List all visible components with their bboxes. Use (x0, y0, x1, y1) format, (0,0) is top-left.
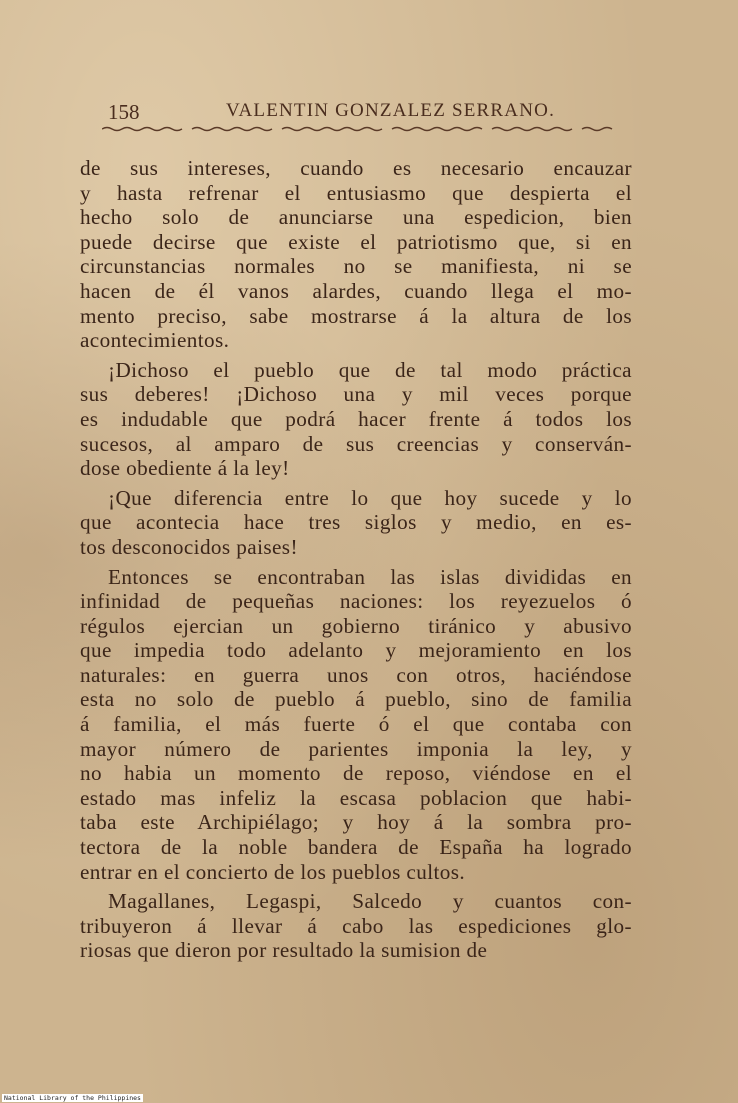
text-line: estado mas infeliz la escasa poblacion que habi- (80, 785, 632, 810)
text-line: infinidad de pequeñas naciones: los reyezuelos ó (80, 589, 632, 614)
text-line: naturales: en guerra unos con otros, haciéndose (80, 662, 632, 687)
text-line: de sus intereses, cuando es necesario encauzar (80, 156, 632, 180)
text-line: y hasta refrenar el entusiasmo que despierta el (80, 180, 632, 205)
text-line: tectora de la noble bandera de España ha logrado (80, 835, 632, 860)
text-line: esta no solo de pueblo á pueblo, sino de familia (80, 687, 632, 712)
text-line: que acontecia hace tres siglos y medio, en es- (80, 510, 632, 535)
paragraph (80, 156, 632, 353)
paragraph (80, 486, 632, 560)
text-line: que impedia todo adelanto y mejoramiento en los (80, 638, 632, 663)
running-title: VALENTIN GONZALEZ SERRANO. (226, 100, 556, 121)
text-line: entrar en el concierto de los pueblos cultos. (80, 859, 466, 884)
text-line: á familia, el más fuerte ó el que contaba con (80, 712, 632, 737)
header-rule (102, 126, 617, 132)
text-line: Entonces se encontraban las islas divididas en (108, 564, 632, 589)
page-header (108, 100, 638, 128)
body-text (80, 156, 632, 963)
text-line: riosas que dieron por resultado la sumision de (80, 938, 488, 963)
text-line: taba este Archipiélago; y hoy á la sombra pro- (80, 810, 632, 835)
library-credit: National Library of the Philippines (4, 1094, 141, 1102)
text-line: tos desconocidos paises! (80, 534, 298, 559)
text-line: hecho solo de anunciarse una espedicion, bien (80, 205, 632, 230)
text-line: puede decirse que existe el patriotismo que, si en (80, 229, 632, 254)
text-line: mento preciso, sabe mostrarse á la altura de los (80, 303, 632, 328)
text-line: acontecimientos. (80, 328, 230, 353)
text-line: sucesos, al amparo de sus creencias y conserván- (80, 431, 632, 456)
paragraph (80, 358, 632, 481)
text-line: ¡Dichoso el pueblo que de tal modo práctica (108, 357, 632, 382)
text-line: mayor número de parientes imponia la ley, y (80, 736, 632, 761)
text-line: es indudable que podrá hacer frente á todos los (80, 406, 632, 431)
text-line: Magallanes, Legaspi, Salcedo y cuantos con- (108, 889, 632, 914)
page-number: 158 (108, 100, 140, 124)
text-line: circunstancias normales no se manifiesta, ni se (80, 254, 632, 279)
text-line: ¡Que diferencia entre lo que hoy sucede y lo (108, 485, 632, 510)
text-line: régulos ejercian un gobierno tiránico y abusivo (80, 613, 632, 638)
text-line: hacen de él vanos alardes, cuando llega el mo- (80, 278, 632, 303)
text-line: no habia un momento de reposo, viéndose en el (80, 761, 632, 786)
paragraph (80, 565, 632, 885)
paragraph (80, 889, 632, 963)
text-line: dose obediente á la ley! (80, 456, 290, 481)
text-line: tribuyeron á llevar á cabo las espediciones glo- (80, 913, 632, 938)
text-line: sus deberes! ¡Dichoso una y mil veces porque (80, 382, 632, 407)
